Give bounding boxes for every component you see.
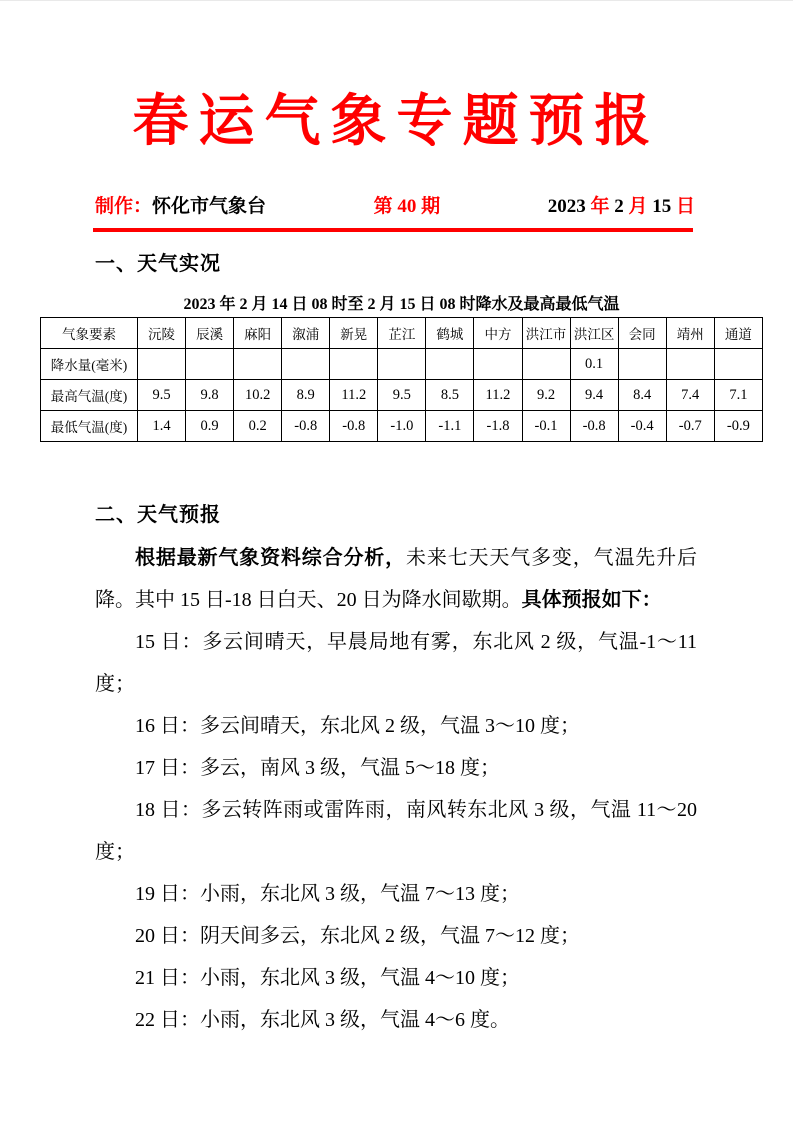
table-cell [234, 349, 282, 380]
table-row-precipitation [41, 349, 763, 380]
producer [95, 191, 266, 218]
table-cell: 8.5 [426, 380, 474, 411]
forecast-item-day22: 22 日：小雨，东北风 3 级，气温 4～6 度。 [135, 1009, 510, 1031]
weather-table [40, 317, 763, 442]
table-cell: -1.8 [474, 411, 522, 442]
table-cell: 11.2 [474, 380, 522, 411]
table-cell [522, 349, 570, 380]
date-day: 15 [652, 196, 672, 217]
date-day-unit: 日 [675, 196, 695, 217]
table-cell: 0.2 [234, 411, 282, 442]
forecast-item-day16: 16 日：多云间晴天，东北风 2 级，气温 3～10 度； [135, 715, 580, 737]
date-year: 2023 [547, 196, 586, 217]
table-cell: 8.9 [282, 380, 330, 411]
table-header-cell: 靖州 [666, 318, 714, 349]
producer-label: 制作： [95, 196, 153, 217]
row-label: 最高气温(度) [41, 380, 138, 411]
table-cell: 9.2 [522, 380, 570, 411]
date-year-unit: 年 [590, 196, 610, 217]
header-divider [93, 228, 693, 232]
table-header-cell: 新晃 [330, 318, 378, 349]
document-meta-row [95, 191, 695, 218]
date-month-unit: 月 [628, 196, 648, 217]
table-cell [714, 349, 762, 380]
table-cell: 11.2 [330, 380, 378, 411]
table-cell: 9.4 [570, 380, 618, 411]
table-cell: 0.9 [186, 411, 234, 442]
section2-heading: 二、天气预报 [95, 504, 221, 526]
forecast-item-day20: 20 日：阴天间多云，东北风 2 级，气温 7～12 度； [135, 925, 580, 947]
table-header-cell: 鹤城 [426, 318, 474, 349]
table-cell [282, 349, 330, 380]
table-cell: 1.4 [138, 411, 186, 442]
table-title: 2023 年 2 月 14 日 08 时至 2 月 15 日 08 时降水及最高最低气温 [183, 296, 620, 313]
table-header-cell: 通道 [714, 318, 762, 349]
table-header-row [41, 318, 763, 349]
section1-heading: 一、天气实况 [95, 253, 221, 275]
table-cell: -0.4 [618, 411, 666, 442]
table-cell: 9.8 [186, 380, 234, 411]
table-header-cell: 溆浦 [282, 318, 330, 349]
table-cell [474, 349, 522, 380]
table-cell [330, 349, 378, 380]
table-cell: -0.8 [330, 411, 378, 442]
forecast-intro [95, 537, 697, 621]
table-cell: -1.0 [378, 411, 426, 442]
table-cell [378, 349, 426, 380]
table-cell: -0.7 [666, 411, 714, 442]
forecast-item-day21: 21 日：小雨，东北风 3 级，气温 4～10 度； [135, 967, 520, 989]
table-cell: -0.9 [714, 411, 762, 442]
table-cell: 9.5 [378, 380, 426, 411]
table-cell: -0.8 [570, 411, 618, 442]
row-label: 最低气温(度) [41, 411, 138, 442]
table-cell [426, 349, 474, 380]
table-cell: 10.2 [234, 380, 282, 411]
table-cell: -1.1 [426, 411, 474, 442]
table-header-cell: 气象要素 [41, 318, 138, 349]
table-cell: 0.1 [570, 349, 618, 380]
table-header-cell: 中方 [474, 318, 522, 349]
intro-body: 未来七天天气多变，气温先升后降。其中 15 日-18 日白天、20 日为降水间歇期。 [95, 547, 697, 611]
producer-name: 怀化市气象台 [152, 196, 267, 217]
forecast-item-day17: 17 日：多云，南风 3 级，气温 5～18 度； [135, 757, 500, 779]
table-header-cell: 会同 [618, 318, 666, 349]
table-cell [618, 349, 666, 380]
intro-lead: 根据最新气象资料综合分析， [135, 547, 406, 569]
publish-date [548, 191, 695, 218]
table-header-cell: 辰溪 [186, 318, 234, 349]
table-cell: 7.1 [714, 380, 762, 411]
table-cell [666, 349, 714, 380]
row-label: 降水量(毫米) [41, 349, 138, 380]
forecast-item-day18: 18 日：多云转阵雨或雷阵雨，南风转东北风 3 级，气温 11～20 度； [95, 799, 697, 863]
table-header-cell: 芷江 [378, 318, 426, 349]
table-cell: 9.5 [138, 380, 186, 411]
table-cell: 8.4 [618, 380, 666, 411]
table-cell: -0.1 [522, 411, 570, 442]
table-row-min-temp [41, 411, 763, 442]
table-row-max-temp [41, 380, 763, 411]
table-header-cell: 麻阳 [234, 318, 282, 349]
forecast-item-day15: 15 日：多云间晴天，早晨局地有雾，东北风 2 级，气温-1～11 度； [95, 631, 697, 695]
table-header-cell: 洪江市 [522, 318, 570, 349]
page-title: 春运气象专题预报 [132, 91, 661, 153]
issue-number: 第 40 期 [373, 196, 441, 217]
date-month: 2 [614, 196, 624, 217]
table-cell [138, 349, 186, 380]
table-cell [186, 349, 234, 380]
table-cell: -0.8 [282, 411, 330, 442]
table-header-cell: 沅陵 [138, 318, 186, 349]
table-header-cell: 洪江区 [570, 318, 618, 349]
table-cell: 7.4 [666, 380, 714, 411]
forecast-item-day19: 19 日：小雨，东北风 3 级，气温 7～13 度； [135, 883, 520, 905]
intro-tail: 具体预报如下： [521, 589, 662, 611]
